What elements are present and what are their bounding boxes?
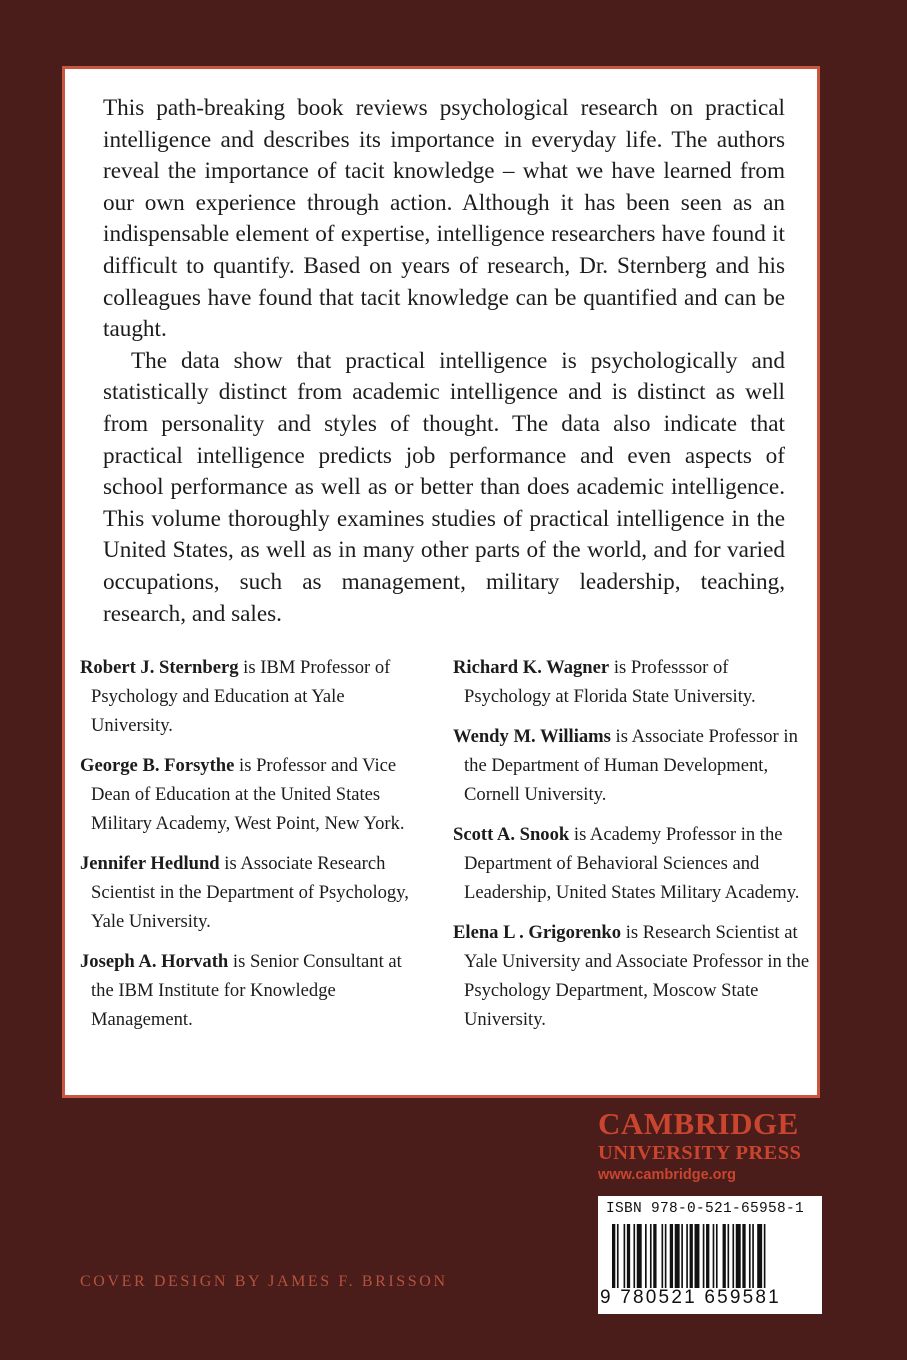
barcode-bar xyxy=(675,1224,680,1288)
barcode-bar xyxy=(653,1224,656,1288)
barcode-bar xyxy=(624,1224,626,1288)
author-description: is Professor and Vice Dean of Education at the United States Military Academy, West Point, New York. xyxy=(91,755,405,834)
barcode-bar xyxy=(650,1224,652,1288)
barcode-bar xyxy=(627,1224,630,1288)
blurb-paragraph-2: The data show that practical intelligence is psychologically and statistically distinct from academic intelligence and is distinct as well from personality and styles of thought. The data also indicate that practical intelligence predicts job performance and even aspects of school performance as well as or better than does academic intelligence. This volume thoroughly examines studies of practical intelligence in the United States, as well as in many other parts of the world, and for varied occupations, such as management, military leadership, teaching, research, and sales. xyxy=(103,347,785,627)
barcode-bar xyxy=(681,1224,683,1288)
author-description: is Associate Research Scientist in the Department of Psychology, Yale University. xyxy=(91,853,409,932)
barcode-bar xyxy=(764,1224,766,1288)
author-bio xyxy=(453,820,811,907)
cover-design-credit: COVER DESIGN BY JAMES F. BRISSON xyxy=(80,1273,448,1290)
author-bio xyxy=(453,722,811,809)
barcode-bar xyxy=(732,1224,734,1288)
author-bio xyxy=(80,849,428,936)
publisher-subname: UNIVERSITY PRESS xyxy=(598,1142,802,1164)
author-bio xyxy=(80,947,428,1034)
barcode-bar xyxy=(723,1224,726,1288)
barcode-bar xyxy=(690,1224,693,1288)
book-blurb xyxy=(103,93,785,630)
author-name: Elena L . Grigorenko xyxy=(453,922,622,943)
author-description: is Senior Consultant at the IBM Institute for Knowledge Management. xyxy=(91,951,402,1030)
publisher-url[interactable]: www.cambridge.org xyxy=(598,1167,737,1183)
barcode-bar xyxy=(637,1224,642,1288)
barcode-bar xyxy=(665,1224,667,1288)
publisher-name: CAMBRIDGE xyxy=(598,1106,799,1141)
barcode-bar xyxy=(670,1224,673,1288)
author-bio xyxy=(453,918,811,1034)
author-description: is Professsor of Psychology at Florida State University. xyxy=(464,657,756,707)
isbn-label: ISBN 978-0-521-65958-1 xyxy=(606,1201,805,1217)
barcode-bar xyxy=(736,1224,741,1288)
barcode-bar xyxy=(742,1224,745,1288)
barcode-bar xyxy=(706,1224,709,1288)
blurb-paragraph-1: This path-breaking book reviews psychological research on practical intelligence and describes its importance in everyday life. The authors reveal the importance of tacit knowledge – what we have learned from our own experience through action. Although it has been seen as an indispensable element of expertise, intelligence researchers have found it difficult to quantify. Based on years of research, Dr. Sternberg and his colleagues have found that tacit knowledge can be quantified and can be taught. xyxy=(103,95,785,343)
authors-right-column xyxy=(453,653,811,1045)
publisher-logo xyxy=(598,1108,828,1183)
author-name: Jennifer Hedlund xyxy=(80,853,220,874)
author-description: is Research Scientist at Yale University and Associate Professor in the Psychology Department, Moscow State University. xyxy=(464,922,810,1030)
author-bio xyxy=(80,751,428,838)
barcode-digits: 9 780521 659581 xyxy=(600,1287,781,1308)
author-description: is Associate Professor in the Department of Human Development, Cornell University. xyxy=(464,726,798,805)
author-description: is IBM Professor of Psychology and Education at Yale University. xyxy=(91,657,391,736)
author-name: Wendy M. Williams xyxy=(453,726,611,747)
author-name: George B. Forsythe xyxy=(80,755,235,776)
back-cover-panel xyxy=(62,66,820,1098)
isbn-barcode xyxy=(598,1196,822,1314)
barcode-bars xyxy=(612,1224,812,1288)
author-name: Richard K. Wagner xyxy=(453,657,610,678)
barcode-bar xyxy=(703,1224,705,1288)
author-name: Joseph A. Horvath xyxy=(80,951,229,972)
barcode-bar xyxy=(749,1224,751,1288)
barcode-bar xyxy=(752,1224,754,1288)
barcode-bar xyxy=(633,1224,635,1288)
barcode-bar xyxy=(645,1224,647,1288)
barcode-bar xyxy=(728,1224,730,1288)
author-name: Robert J. Sternberg xyxy=(80,657,239,678)
author-description: is Academy Professor in the Department of Behavioral Sciences and Leadership, United States Military Academy. xyxy=(464,824,800,903)
barcode-bar xyxy=(713,1224,715,1288)
author-bio xyxy=(453,653,811,711)
barcode-bar xyxy=(686,1224,688,1288)
barcode-bar xyxy=(757,1224,762,1288)
barcode-bar xyxy=(617,1224,619,1288)
author-bio xyxy=(80,653,428,740)
barcode-bar xyxy=(612,1224,615,1288)
authors-left-column xyxy=(80,653,428,1045)
barcode-bar xyxy=(662,1224,664,1288)
author-name: Scott A. Snook xyxy=(453,824,570,845)
barcode-bar xyxy=(716,1224,718,1288)
barcode-bar xyxy=(695,1224,700,1288)
